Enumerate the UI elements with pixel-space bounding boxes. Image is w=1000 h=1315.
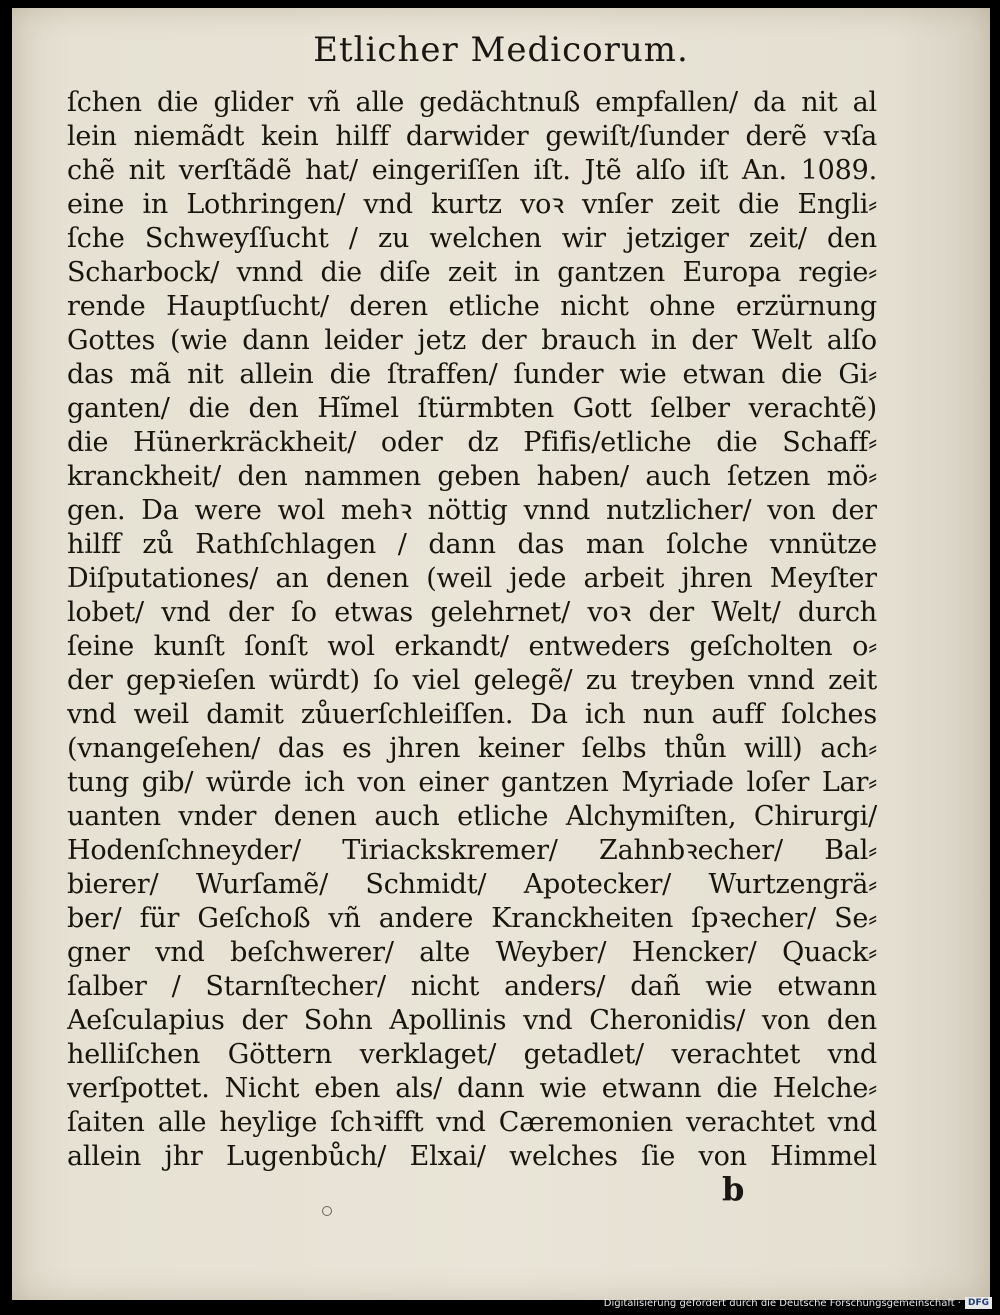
text-line: lein niemãdt kein hilff darwider gewiſt/ſunder derẽ vꝛſa (67, 121, 877, 152)
text-line: der gepꝛieſen würdt) ſo viel gelegẽ/ zu treyben vnnd zeit (67, 665, 877, 696)
text-line: tung gib/ würde ich von einer gantzen Myriade loſer Lar⸗ (67, 767, 877, 798)
digitization-footer (604, 1295, 992, 1311)
text-line: helliſchen Göttern verklaget/ getadlet/ verachtet vnd (67, 1039, 877, 1070)
text-line: eine in Lothringen/ vnd kurtz voꝛ vnſer zeit die Engli⸗ (67, 189, 877, 220)
text-line: ſche Schweyſſucht / zu welchen wir jetziger zeit/ den (67, 223, 877, 254)
text-line: ſaiten alle heylige ſchꝛifft vnd Cæremonien verachtet vnd (67, 1107, 877, 1138)
text-line: die Hünerkräckheit/ oder dz Pfifis/etliche die Schaff⸗ (67, 427, 877, 458)
text-line: rende Hauptſucht/ deren etliche nicht ohne erzürnung (67, 291, 877, 322)
text-line: bierer/ Wurſamẽ/ Schmidt/ Apotecker/ Wurtzengrä⸗ (67, 869, 877, 900)
text-line: vnd weil damit zůuerſchleiſſen. Da ich nun auff ſolches (67, 699, 877, 730)
text-line: ſalber / Starnſtecher/ nicht anders/ dañ wie etwann (67, 971, 877, 1002)
text-line: Diſputationes/ an denen (weil jede arbeit jhren Meyſter (67, 563, 877, 594)
text-line: ber/ für Geſchoß vñ andere Kranckheiten ſpꝛecher/ Se⸗ (67, 903, 877, 934)
book-page (12, 8, 990, 1300)
footer-credit: Digitalisierung gefördert durch die Deutsche Forschungsgemeinschaft · (603, 1297, 961, 1309)
text-line: Scharbock/ vnnd die diſe zeit in gantzen Europa regie⸗ (67, 257, 877, 288)
text-line: das mã nit allein die ſtraffen/ ſunder wie etwan die Gi⸗ (67, 359, 877, 390)
text-line: uanten vnder denen auch etliche Alchymiſten, Chirurgi/ (67, 801, 877, 832)
text-line: chẽ nit verſtãdẽ hat/ eingeriſſen iſt. Jtẽ alſo iſt An. 1089. (67, 155, 877, 186)
dfg-logo: DFG (965, 1297, 992, 1309)
text-line: Aeſculapius der Sohn Apollinis vnd Cheronidis/ von den (67, 1005, 877, 1036)
text-line: ſchen die glider vñ alle gedächtnuß empfallen/ da nit al (67, 87, 877, 118)
text-line: verſpottet. Nicht eben als/ dann wie etwann die Helche⸗ (67, 1073, 877, 1104)
text-line: (vnangeſehen/ das es jhren keiner ſelbs thůn will) ach⸗ (67, 733, 877, 764)
text-line: gen. Da were wol mehꝛ nöttig vnnd nutzlicher/ von der (67, 495, 877, 526)
ink-dot (322, 1206, 332, 1216)
text-line: Hodenſchneyder/ Tiriackskremer/ Zahnbꝛecher/ Bal⸗ (67, 835, 877, 866)
text-line: ganten/ die den Hĩmel ſtürmbten Gott ſelber verachtẽ) (67, 393, 877, 424)
text-line: allein jhr Lugenbůch/ Elxai/ welches ſie von Himmel (67, 1141, 877, 1172)
body-text (67, 86, 877, 1174)
running-header: Etlicher Medicorum. (313, 30, 689, 70)
text-line: lobet/ vnd der ſo etwas gelehrnet/ voꝛ der Welt/ durch (67, 597, 877, 628)
text-line: kranckheit/ den nammen geben haben/ auch ſetzen mö⸗ (67, 461, 877, 492)
text-line: Gottes (wie dann leider jetz der brauch in der Welt alſo (67, 325, 877, 356)
signature-mark: b (722, 1170, 745, 1208)
text-line: ſeine kunſt ſonſt wol erkandt/ entweders geſcholten o⸗ (67, 631, 877, 662)
text-line: hilff zů Rathſchlagen / dann das man ſolche vnnütze (67, 529, 877, 560)
text-line: gner vnd beſchwerer/ alte Weyber/ Hencker/ Quack⸗ (67, 937, 877, 968)
